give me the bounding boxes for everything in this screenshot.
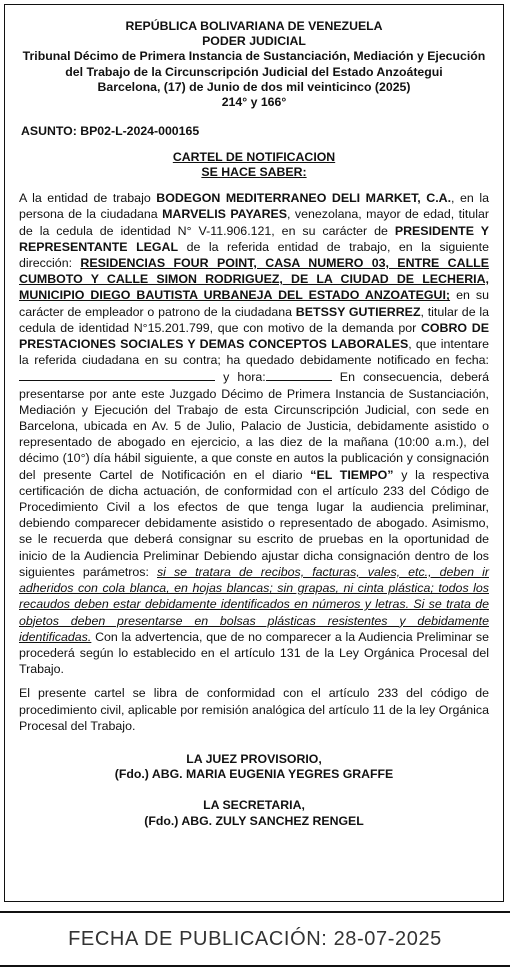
text-segment: En consecuencia, deberá presentarse por ante este Juzgado Décimo de Primera Instancia de Sustanciación, Mediación y Ejecución del Trabajo de esta Circunscripción Judicial, con sede en Barcelona, ubicada en Av. 5 de Julio, Palacio de Justicia, debidamente asistido o representado de abogado en ejercicio, a las diez de la mañana (10:00 a.m.), del décimo (10°) día hábil siguiente, a que conste en autos la publicación y consignación del presente Cartel de Notificación en el diario <box>19 370 490 482</box>
claim-type: COBRO DE PRESTACIONES SOCIALES Y DEMAS CONCEPTOS LABORALES <box>19 320 489 352</box>
claimant-name: BETSSY GUTIERREZ <box>295 304 421 319</box>
time-blank <box>266 368 332 381</box>
date-blank <box>19 368 215 381</box>
bottom-divider <box>0 965 510 967</box>
newspaper-name: “EL TIEMPO” <box>310 467 394 482</box>
header-line-5: Barcelona, (17) de Junio de dos mil veinticinco (2025) <box>97 79 411 94</box>
court-header <box>5 19 503 110</box>
case-number: ASUNTO: BP02-L-2024-000165 <box>21 124 200 139</box>
representative-name: MARVELIS PAYARES <box>162 207 288 222</box>
notice-title-block <box>5 150 503 180</box>
header-line-1: REPÚBLICA BOLIVARIANA DE VENEZUELA <box>125 19 383 33</box>
notice-subtitle: SE HACE SABER: <box>201 165 307 180</box>
judge-signature <box>5 752 503 782</box>
notice-title: CARTEL DE NOTIFICACION <box>172 150 336 165</box>
secretary-signature <box>5 798 503 828</box>
judge-role: LA JUEZ PROVISORIO, <box>186 751 322 766</box>
evidence-instructions: si se tratara de recibos, facturas, vales, etc., deben ir adheridos con cola blanca, en hojas blancas; sin grapas, ni cinta plástica; todos los recaudos deben estar debidamente identificados en números y letras. Si se trata de objetos deben presentarse en bolsas plásticas resistentes y debidamente identificadas. <box>19 564 489 644</box>
text-segment: Con la advertencia, que de no comparecer a la Audiencia Preliminar se procederá según lo establecido en el artículo 131 de la Ley Orgánica Procesal del Trabajo. <box>19 629 489 677</box>
main-paragraph <box>19 190 489 677</box>
notice-body <box>19 190 489 734</box>
text-segment: y hora: <box>215 370 266 385</box>
header-line-2: PODER JUDICIAL <box>202 34 306 49</box>
secretary-role: LA SECRETARIA, <box>203 798 305 813</box>
judge-name: (Fdo.) ABG. MARIA EUGENIA YEGRES GRAFFE <box>114 767 394 782</box>
closing-paragraph: El presente cartel se libra de conformidad con el artículo 233 del código de procedimiento civil, aplicable por remisión analógica del artículo 11 de la ley Orgánica Procesal del Trabajo. <box>19 686 489 733</box>
header-line-3: Tribunal Décimo de Primera Instancia de Sustanciación, Mediación y Ejecución <box>22 49 486 64</box>
address: RESIDENCIAS FOUR POINT, CASA NUMERO 03, ENTRE CALLE CUMBOTO Y CALLE SIMON RODRIGUEZ, DE LA CIUDAD DE LECHERIA, MUNICIPIO DIEGO BAUTISTA URBANEJA DEL ESTADO ANZOATEGUI; <box>19 256 489 303</box>
top-divider <box>0 911 510 913</box>
text-segment: , que intentare la referida ciudadana en su contra; ha quedado debidamente notificado en fecha: <box>19 337 489 368</box>
text-segment: A la entidad de trabajo <box>19 191 157 206</box>
secretary-name: (Fdo.) ABG. ZULY SANCHEZ RENGEL <box>144 813 364 828</box>
text-segment: y la respectiva certificación de dicha actuación, de conformidad con el artículo 233 del Código de Procedimiento Civil a los efectos de que tenga lugar la audiencia preliminar, debiendo comparecer debidamente asistido o representado de abogado. Asimismo, se le recuerda que deberá consignar su escrito de pruebas en la oportunidad de inicio de la Audiencia Preliminar Debiendo ajustar dicha consignación dentro de los siguientes parámetros: <box>19 467 489 579</box>
publication-date: FECHA DE PUBLICACIÓN: 28-07-2025 <box>68 928 442 950</box>
notice-frame <box>4 4 504 902</box>
text-segment: , titular de la cedula de identidad N°15.201.799, que con motivo de la demanda por <box>19 304 489 335</box>
text-segment: en su carácter de empleador o patrono de la ciudadana <box>19 288 489 319</box>
company-name: BODEGON MEDITERRANEO DELI MARKET, C.A. <box>156 191 452 206</box>
header-line-6: 214° y 166° <box>221 95 287 110</box>
text-segment: , venezolana, mayor de edad, titular de la cedula de identidad N° V-11.906.121, en su carácter de <box>19 207 489 238</box>
representative-role: PRESIDENTE Y REPRESENTANTE LEGAL <box>19 223 489 254</box>
header-line-4: del Trabajo de la Circunscripción Judicial del Estado Anzoátegui <box>65 64 443 79</box>
text-segment: de la referida entidad de trabajo, en la siguiente dirección: <box>19 239 489 271</box>
text-segment: , en la persona de la ciudadana <box>19 191 489 222</box>
